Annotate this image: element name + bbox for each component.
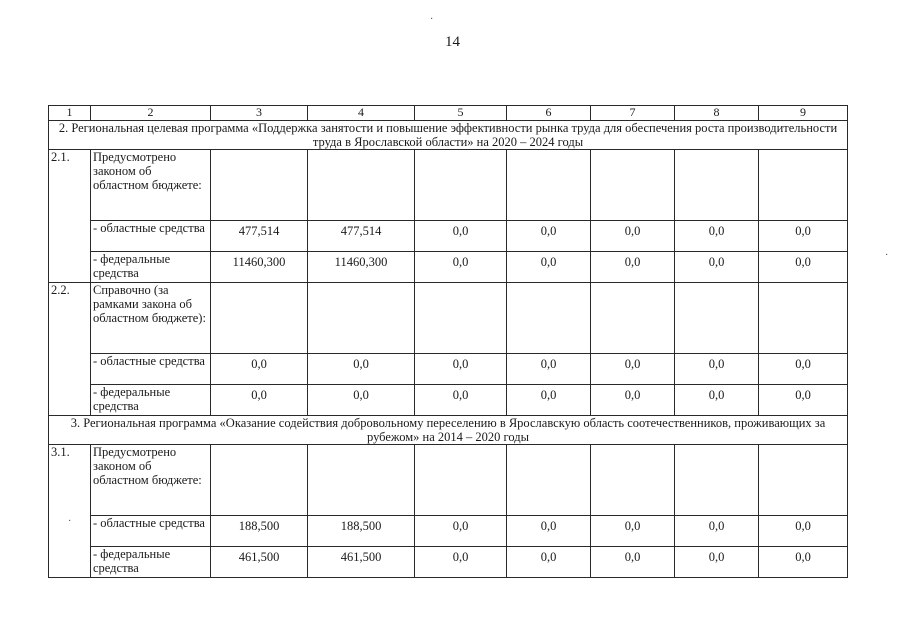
value-cell	[507, 252, 591, 283]
value-text: 0,0	[452, 388, 469, 402]
funding-source-label: - федеральные средства	[91, 252, 211, 283]
empty-cell	[507, 445, 591, 516]
empty-cell	[308, 445, 415, 516]
value-text: 0,0	[708, 519, 725, 533]
value-cell	[211, 385, 308, 416]
value-cell	[415, 547, 507, 578]
scan-dot: ·	[430, 14, 434, 25]
value-cell	[759, 547, 848, 578]
group-row	[49, 150, 848, 221]
value-cell	[415, 221, 507, 252]
table-row	[49, 252, 848, 283]
value-text: 0,0	[795, 357, 811, 371]
value-cell	[415, 252, 507, 283]
empty-cell	[211, 150, 308, 221]
value-text: 477,514	[340, 224, 382, 238]
funding-source-label: - областные средства	[91, 221, 211, 252]
value-cell	[415, 385, 507, 416]
value-cell	[759, 252, 848, 283]
funding-source-label: - федеральные средства	[91, 385, 211, 416]
empty-cell	[759, 150, 848, 221]
table-row	[49, 385, 848, 416]
group-number: 3.1.	[49, 445, 91, 578]
column-number-cell: 1	[49, 106, 91, 121]
table-row	[49, 221, 848, 252]
value-text: 0,0	[353, 357, 369, 371]
page-number: 14	[445, 34, 460, 50]
group-label: Предусмотрено законом об областном бюджете:	[91, 150, 211, 221]
value-text: 0,0	[795, 550, 811, 564]
value-cell	[675, 221, 759, 252]
section-title: 3. Региональная программа «Оказание содействия добровольному переселению в Ярославскую область соотечественников, проживающих за рубежом» на 2014 – 2020 годы	[49, 416, 848, 445]
value-cell	[759, 385, 848, 416]
value-text: 0,0	[452, 550, 469, 564]
column-number-cell: 7	[591, 106, 675, 121]
empty-cell	[415, 150, 507, 221]
empty-cell	[308, 150, 415, 221]
value-cell	[415, 516, 507, 547]
value-text: 0,0	[795, 224, 811, 238]
value-cell	[591, 221, 675, 252]
section-title-row	[49, 416, 848, 445]
empty-cell	[759, 445, 848, 516]
value-cell	[415, 354, 507, 385]
table-body	[49, 106, 848, 578]
value-text: 0,0	[251, 357, 267, 371]
value-text: 0,0	[624, 550, 641, 564]
empty-cell	[675, 150, 759, 221]
table-row	[49, 547, 848, 578]
group-number: 2.2.	[49, 283, 91, 416]
section-title-row	[49, 121, 848, 150]
value-cell	[591, 547, 675, 578]
value-text: 0,0	[624, 519, 641, 533]
value-text: 0,0	[708, 357, 725, 371]
empty-cell	[211, 445, 308, 516]
table-row	[49, 354, 848, 385]
funding-source-label: - областные средства	[91, 516, 211, 547]
value-text: 0,0	[540, 357, 557, 371]
empty-cell	[308, 283, 415, 354]
empty-cell	[415, 445, 507, 516]
value-text: 461,500	[340, 550, 382, 564]
value-cell	[591, 516, 675, 547]
value-cell	[211, 354, 308, 385]
value-text: 0,0	[708, 255, 725, 269]
column-number-cell: 3	[211, 106, 308, 121]
value-text: 0,0	[624, 357, 641, 371]
group-number: 2.1.	[49, 150, 91, 283]
budget-table	[48, 105, 848, 578]
value-cell	[675, 547, 759, 578]
value-cell	[211, 516, 308, 547]
value-cell	[507, 354, 591, 385]
column-number-cell: 4	[308, 106, 415, 121]
empty-cell	[507, 283, 591, 354]
column-number-cell: 6	[507, 106, 591, 121]
scan-dot: ·	[68, 516, 72, 527]
value-text: 0,0	[353, 388, 369, 402]
value-cell	[308, 385, 415, 416]
scan-dot: ·	[885, 250, 889, 261]
value-cell	[675, 516, 759, 547]
funding-source-label: - федеральные средства	[91, 547, 211, 578]
value-text: 0,0	[540, 388, 557, 402]
value-cell	[759, 221, 848, 252]
value-text: 0,0	[795, 519, 811, 533]
value-cell	[507, 385, 591, 416]
value-text: 461,500	[238, 550, 280, 564]
value-text: 0,0	[795, 255, 811, 269]
value-cell	[675, 252, 759, 283]
empty-cell	[591, 445, 675, 516]
value-text: 477,514	[238, 224, 280, 238]
value-cell	[211, 252, 308, 283]
value-text: 0,0	[251, 388, 267, 402]
value-cell	[675, 385, 759, 416]
value-cell	[211, 221, 308, 252]
column-number-cell: 9	[759, 106, 848, 121]
empty-cell	[415, 283, 507, 354]
value-text: 0,0	[795, 388, 811, 402]
value-text: 188,500	[340, 519, 382, 533]
empty-cell	[675, 445, 759, 516]
funding-source-label: - областные средства	[91, 354, 211, 385]
value-text: 0,0	[452, 357, 469, 371]
value-cell	[507, 221, 591, 252]
value-text: 0,0	[540, 255, 557, 269]
value-text: 0,0	[452, 519, 469, 533]
column-number-cell: 2	[91, 106, 211, 121]
value-text: 0,0	[540, 519, 557, 533]
empty-cell	[211, 283, 308, 354]
value-text: 0,0	[708, 224, 725, 238]
table-row	[49, 516, 848, 547]
value-cell	[591, 252, 675, 283]
empty-cell	[759, 283, 848, 354]
value-cell	[507, 547, 591, 578]
value-cell	[211, 547, 308, 578]
group-row	[49, 445, 848, 516]
value-cell	[308, 354, 415, 385]
value-cell	[675, 354, 759, 385]
value-text: 188,500	[238, 519, 280, 533]
group-label: Справочно (за рамками закона об областном бюджете):	[91, 283, 211, 354]
value-cell	[308, 221, 415, 252]
value-cell	[308, 516, 415, 547]
value-text: 0,0	[452, 255, 469, 269]
group-label: Предусмотрено законом об областном бюджете:	[91, 445, 211, 516]
value-text: 11460,300	[334, 255, 388, 269]
value-text: 11460,300	[232, 255, 286, 269]
value-cell	[759, 354, 848, 385]
value-text: 0,0	[540, 550, 557, 564]
value-cell	[308, 252, 415, 283]
value-cell	[591, 354, 675, 385]
value-text: 0,0	[624, 224, 641, 238]
value-text: 0,0	[540, 224, 557, 238]
column-number-cell: 8	[675, 106, 759, 121]
value-cell	[308, 547, 415, 578]
value-cell	[591, 385, 675, 416]
value-text: 0,0	[624, 255, 641, 269]
empty-cell	[507, 150, 591, 221]
value-text: 0,0	[452, 224, 469, 238]
value-text: 0,0	[624, 388, 641, 402]
value-cell	[507, 516, 591, 547]
value-text: 0,0	[708, 550, 725, 564]
empty-cell	[591, 283, 675, 354]
column-number-row	[49, 106, 848, 121]
empty-cell	[675, 283, 759, 354]
value-cell	[759, 516, 848, 547]
group-row	[49, 283, 848, 354]
value-text: 0,0	[708, 388, 725, 402]
column-number-cell: 5	[415, 106, 507, 121]
section-title: 2. Региональная целевая программа «Поддержка занятости и повышение эффективности рынка труда для обеспечения роста производительности труда в Ярославской области» на 2020 – 2024 годы	[49, 121, 848, 150]
empty-cell	[591, 150, 675, 221]
